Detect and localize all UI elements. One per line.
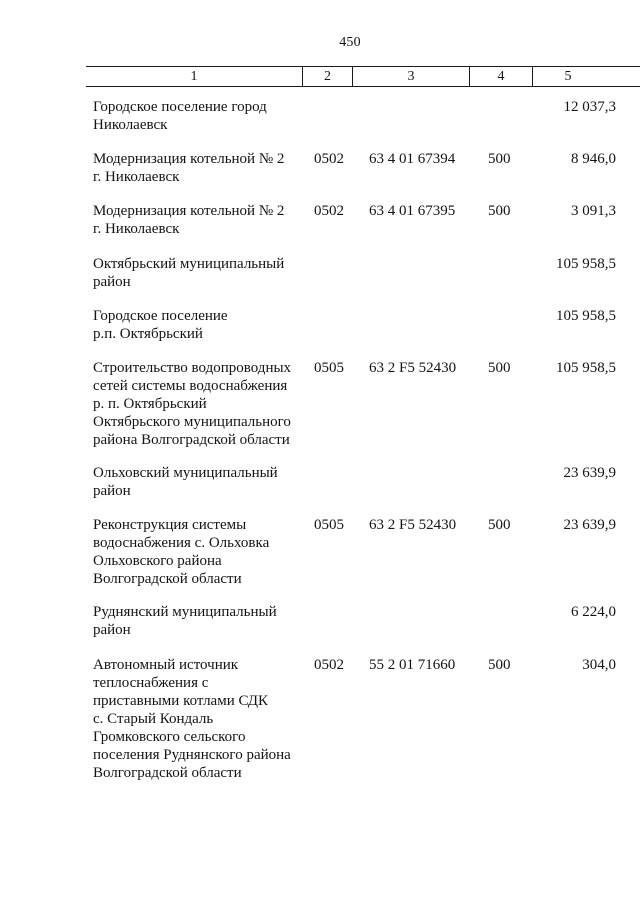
row-code: 63 2 F5 52430 — [369, 360, 457, 376]
row-amount: 23 639,9 — [563, 517, 616, 533]
row-type: 500 — [488, 151, 511, 167]
row-name: Руднянский муниципальный район — [93, 604, 277, 638]
header-col-2: 2 — [324, 69, 331, 84]
row-amount: 105 958,5 — [556, 308, 616, 324]
row-amount: 6 224,0 — [571, 604, 616, 620]
row-name: Городское поселение город Николаевск — [93, 99, 267, 133]
row-amount: 105 958,5 — [556, 360, 616, 376]
row-type: 500 — [488, 657, 511, 673]
row-section: 0502 — [314, 151, 344, 167]
row-name: Строительство водопроводных сетей системы водоснабжения р. п. Октябрьский Октябрьского муниципального района Волгоградской области — [93, 360, 292, 448]
row-amount: 8 946,0 — [571, 151, 616, 167]
row-section: 0502 — [314, 657, 344, 673]
row-section: 0505 — [314, 517, 344, 533]
row-name: Модернизация котельной № 2 г. Николаевск — [93, 203, 285, 237]
row-amount: 304,0 — [582, 657, 616, 673]
row-name: Городское поселение р.п. Октябрьский — [93, 308, 228, 342]
table-header — [86, 66, 640, 87]
row-section: 0505 — [314, 360, 344, 376]
row-type: 500 — [488, 517, 511, 533]
row-amount: 12 037,3 — [563, 99, 616, 115]
header-col-4: 4 — [497, 69, 505, 84]
row-code: 55 2 01 71660 — [369, 657, 456, 673]
row-name: Ольховский муниципальный район — [93, 465, 278, 499]
row-amount: 3 091,3 — [571, 203, 616, 219]
row-code: 63 4 01 67395 — [369, 203, 456, 219]
row-name: Реконструкция системы водоснабжения с. Ольховка Ольховского района Волгоградской области — [93, 517, 270, 587]
row-amount: 23 639,9 — [563, 465, 616, 481]
page-number: 450 — [339, 35, 361, 50]
row-name: Октябрьский муниципальный район — [93, 256, 285, 290]
header-col-5: 5 — [564, 69, 572, 84]
row-code: 63 2 F5 52430 — [369, 517, 457, 533]
row-section: 0502 — [314, 203, 344, 219]
header-col-1: 1 — [190, 69, 198, 84]
row-code: 63 4 01 67394 — [369, 151, 456, 167]
row-name: Модернизация котельной № 2 г. Николаевск — [93, 151, 285, 185]
row-amount: 105 958,5 — [556, 256, 616, 272]
row-type: 500 — [488, 203, 511, 219]
header-col-3: 3 — [407, 69, 415, 84]
row-type: 500 — [488, 360, 511, 376]
row-name: Автономный источник теплоснабжения с приставными котлами СДК с. Старый Кондаль Громковского сельского поселения Руднянского района Волгоградской области — [93, 657, 291, 781]
